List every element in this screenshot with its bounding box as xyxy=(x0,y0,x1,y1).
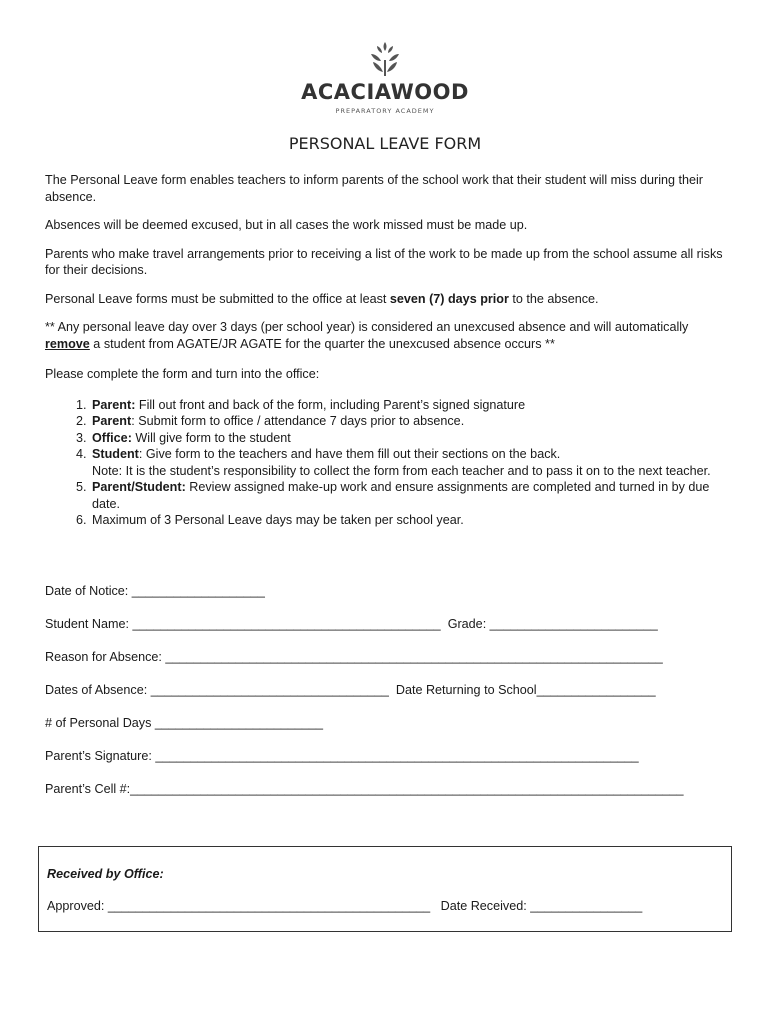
list-item: 2. Parent: Submit form to office / attendance 7 days prior to absence. xyxy=(90,413,735,430)
form-instructions xyxy=(45,172,735,529)
step-note: Note: It is the student’s responsibility to collect the form from each teacher and to pass it on to the next teacher. xyxy=(92,463,711,478)
unexcused-text-a: ** Any personal leave day over 3 days (per school year) is considered an unexcused absence and will automatically xyxy=(45,320,689,334)
acacia-leaves-icon xyxy=(365,40,405,78)
brand-name: ACACIAWOOD xyxy=(301,80,469,104)
approved-field[interactable]: Approved: ______________________________________________ xyxy=(47,899,431,913)
personal-days-field[interactable]: # of Personal Days ________________________ xyxy=(45,716,323,730)
date-returning-field[interactable]: Date Returning to School_________________ xyxy=(395,683,656,697)
page-title: PERSONAL LEAVE FORM xyxy=(288,134,482,153)
deadline-paragraph xyxy=(45,291,735,308)
dates-of-absence-field[interactable]: Dates of Absence: __________________________________ xyxy=(45,683,389,697)
deadline-text-a: Personal Leave forms must be submitted to the office at least xyxy=(45,291,390,306)
unexcused-paragraph xyxy=(45,319,735,352)
parent-cell-field[interactable]: Parent’s Cell #:_______________________________________________________________________________ xyxy=(45,782,684,796)
list-item: 4. Student: Give form to the teachers and have them fill out their sections on the back. Note: It is the student’s responsibility to collect the form from each teacher and to pass it on to the next teacher. xyxy=(90,446,735,479)
remove-emphasis: remove xyxy=(45,336,90,351)
date-received-field[interactable]: Date Received: ________________ xyxy=(440,899,643,913)
grade-field[interactable]: Grade: ________________________ xyxy=(447,617,658,631)
form-fields xyxy=(45,584,735,815)
steps-list xyxy=(45,397,735,529)
deadline-text-b: to the absence. xyxy=(508,291,599,306)
parent-signature-field[interactable]: Parent’s Signature: _____________________________________________________________________ xyxy=(45,749,639,763)
deadline-emphasis: seven (7) days prior xyxy=(389,291,509,306)
reason-field[interactable]: Reason for Absence: _______________________________________________________________________ xyxy=(45,650,663,664)
school-logo xyxy=(0,40,770,115)
complete-paragraph: Please complete the form and turn into the office: xyxy=(45,367,320,381)
intro-paragraph: The Personal Leave form enables teachers to inform parents of the school work that their student will miss during their absence. xyxy=(45,173,703,204)
excused-paragraph: Absences will be deemed excused, but in all cases the work missed must be made up. xyxy=(45,218,528,232)
student-name-field[interactable]: Student Name: ____________________________________________ xyxy=(45,617,441,631)
travel-paragraph: Parents who make travel arrangements prior to receiving a list of the work to be made up from the school assume all risks for their decisions. xyxy=(45,246,723,277)
brand-tagline: PREPARATORY ACADEMY xyxy=(335,107,435,115)
list-item: 5. Parent/Student: Review assigned make-up work and ensure assignments are completed and turned in by due date. xyxy=(90,479,735,512)
date-of-notice-field[interactable]: Date of Notice: ___________________ xyxy=(45,584,265,598)
list-item: 1. Parent: Fill out front and back of the form, including Parent’s signed signature xyxy=(90,397,735,414)
list-item: 6. Maximum of 3 Personal Leave days may be taken per school year. xyxy=(90,512,735,529)
unexcused-text-b: a student from AGATE/JR AGATE for the quarter the unexcused absence occurs ** xyxy=(89,336,555,351)
received-by-office-label: Received by Office: xyxy=(47,867,164,881)
office-use-box xyxy=(38,846,732,932)
list-item: 3. Office: Will give form to the student xyxy=(90,430,735,447)
